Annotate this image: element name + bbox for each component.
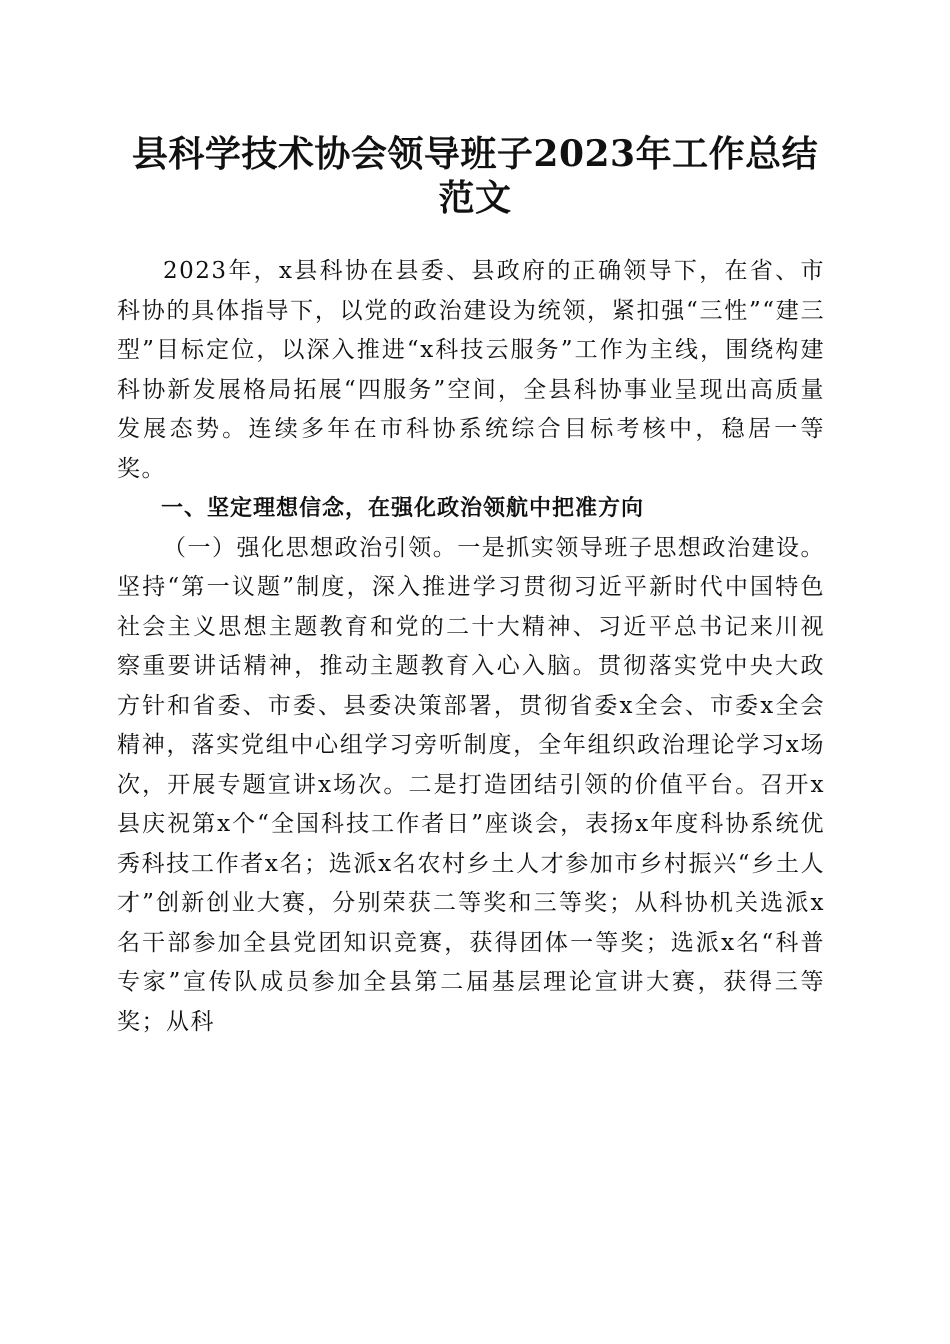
section-1-heading: 一、坚定理想信念，在强化政治领航中把准方向	[161, 496, 645, 521]
document-title: 县科学技术协会领导班子2023年工作总结范文	[131, 133, 819, 219]
document-body	[117, 252, 825, 1042]
section-1-paragraph: （一）强化思想政治引领。一是抓实领导班子思想政治建设。坚持“第一议题”制度，深入推进学习贯彻习近平新时代中国特色社会主义思想主题教育和党的二十大精神、习近平总书记来川视察重要讲话精神，推动主题教育入心入脑。贯彻落实党中央大政方针和省委、市委、县委决策部署，贯彻省委x全会、市委x全会精神，落实党组中心组学习旁听制度，全年组织政治理论学习x场次，开展专题宣讲x场次。二是打造团结引领的价值平台。召开x县庆祝第x个“全国科技工作者日”座谈会，表扬x年度科协系统优秀科技工作者x名；选派x名农村乡土人才参加市乡村振兴“乡土人才”创新创业大赛，分别荣获二等奖和三等奖；从科协机关选派x名干部参加全县党团知识竞赛，获得团体一等奖；选派x名“科普专家”宣传队成员参加全县第二届基层理论宣讲大赛，获得三等奖；从科	[117, 534, 825, 1035]
intro-paragraph: 2023年，x县科协在县委、县政府的正确领导下，在省、市科协的具体指导下，以党的政治建设为统领，紧扣强“三性”“建三型”目标定位，以深入推进“x科技云服务”工作为主线，围绕构建科协新发展格局拓展“四服务”空间，全县科协事业呈现出高质量发展态势。连续多年在市科协系统综合目标考核中，稳居一等奖。	[117, 258, 825, 482]
